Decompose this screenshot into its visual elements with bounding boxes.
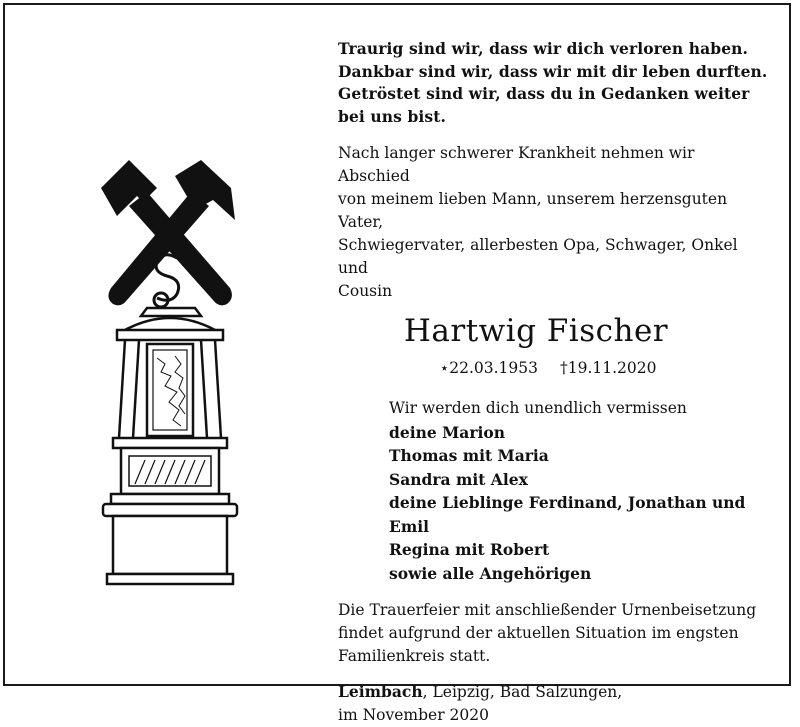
mourner-name: deine Marion — [389, 422, 505, 442]
place-line — [338, 680, 768, 704]
intro-line: Nach langer schwerer Krankheit nehmen wir Abschied — [338, 144, 695, 185]
intro-line: von meinem lieben Mann, unserem herzensguten Vater, — [338, 190, 728, 231]
death-date: †19.11.2020 — [559, 359, 657, 377]
crossed-hammers-icon — [101, 160, 235, 305]
ceremony-notice — [338, 599, 768, 668]
place-rest: , Leipzig, Bad Salzungen, — [422, 683, 623, 701]
mourner-name: sowie alle Angehörigen — [389, 563, 592, 583]
mourners-intro: Wir werden dich unendlich vermissen — [389, 399, 687, 417]
life-dates — [338, 357, 758, 379]
mourner-name: Sandra mit Alex — [389, 469, 528, 489]
ceremony-line: Die Trauerfeier mit anschließender Urnenbeisetzung — [338, 601, 757, 619]
intro-line: Cousin — [338, 282, 393, 300]
place-town: Leimbach — [338, 682, 423, 701]
quote-line: bei uns bist. — [338, 106, 446, 126]
mourners-list — [389, 397, 768, 585]
memorial-quote — [338, 38, 768, 128]
farewell-intro — [338, 142, 768, 303]
place-and-date — [338, 680, 768, 727]
ceremony-line: findet aufgrund der aktuellen Situation im engsten — [338, 624, 739, 642]
quote-line: Dankbar sind wir, dass wir mit dir leben durften. — [338, 61, 768, 81]
mourner-name: Regina mit Robert — [389, 540, 550, 559]
quote-line: Traurig sind wir, dass wir dich verloren haben. — [338, 39, 749, 58]
quote-line: Getröstet sind wir, dass du in Gedanken weiter — [338, 84, 750, 103]
birth-date: ⋆22.03.1953 — [439, 359, 538, 377]
obituary-text — [338, 38, 768, 727]
lamp-body-icon — [103, 308, 237, 584]
mourner-name: deine Lieblinge Ferdinand, Jonathan und Emil — [389, 493, 746, 536]
mourner-name: Thomas mit Maria — [389, 446, 549, 465]
miners-hammer-and-lamp-icon — [95, 158, 245, 588]
ceremony-line: Familienkreis statt. — [338, 647, 491, 665]
deceased-name: Hartwig Fischer — [403, 313, 669, 349]
intro-line: Schwiegervater, allerbesten Opa, Schwager, Onkel und — [338, 236, 738, 277]
place-date: im November 2020 — [338, 706, 489, 724]
